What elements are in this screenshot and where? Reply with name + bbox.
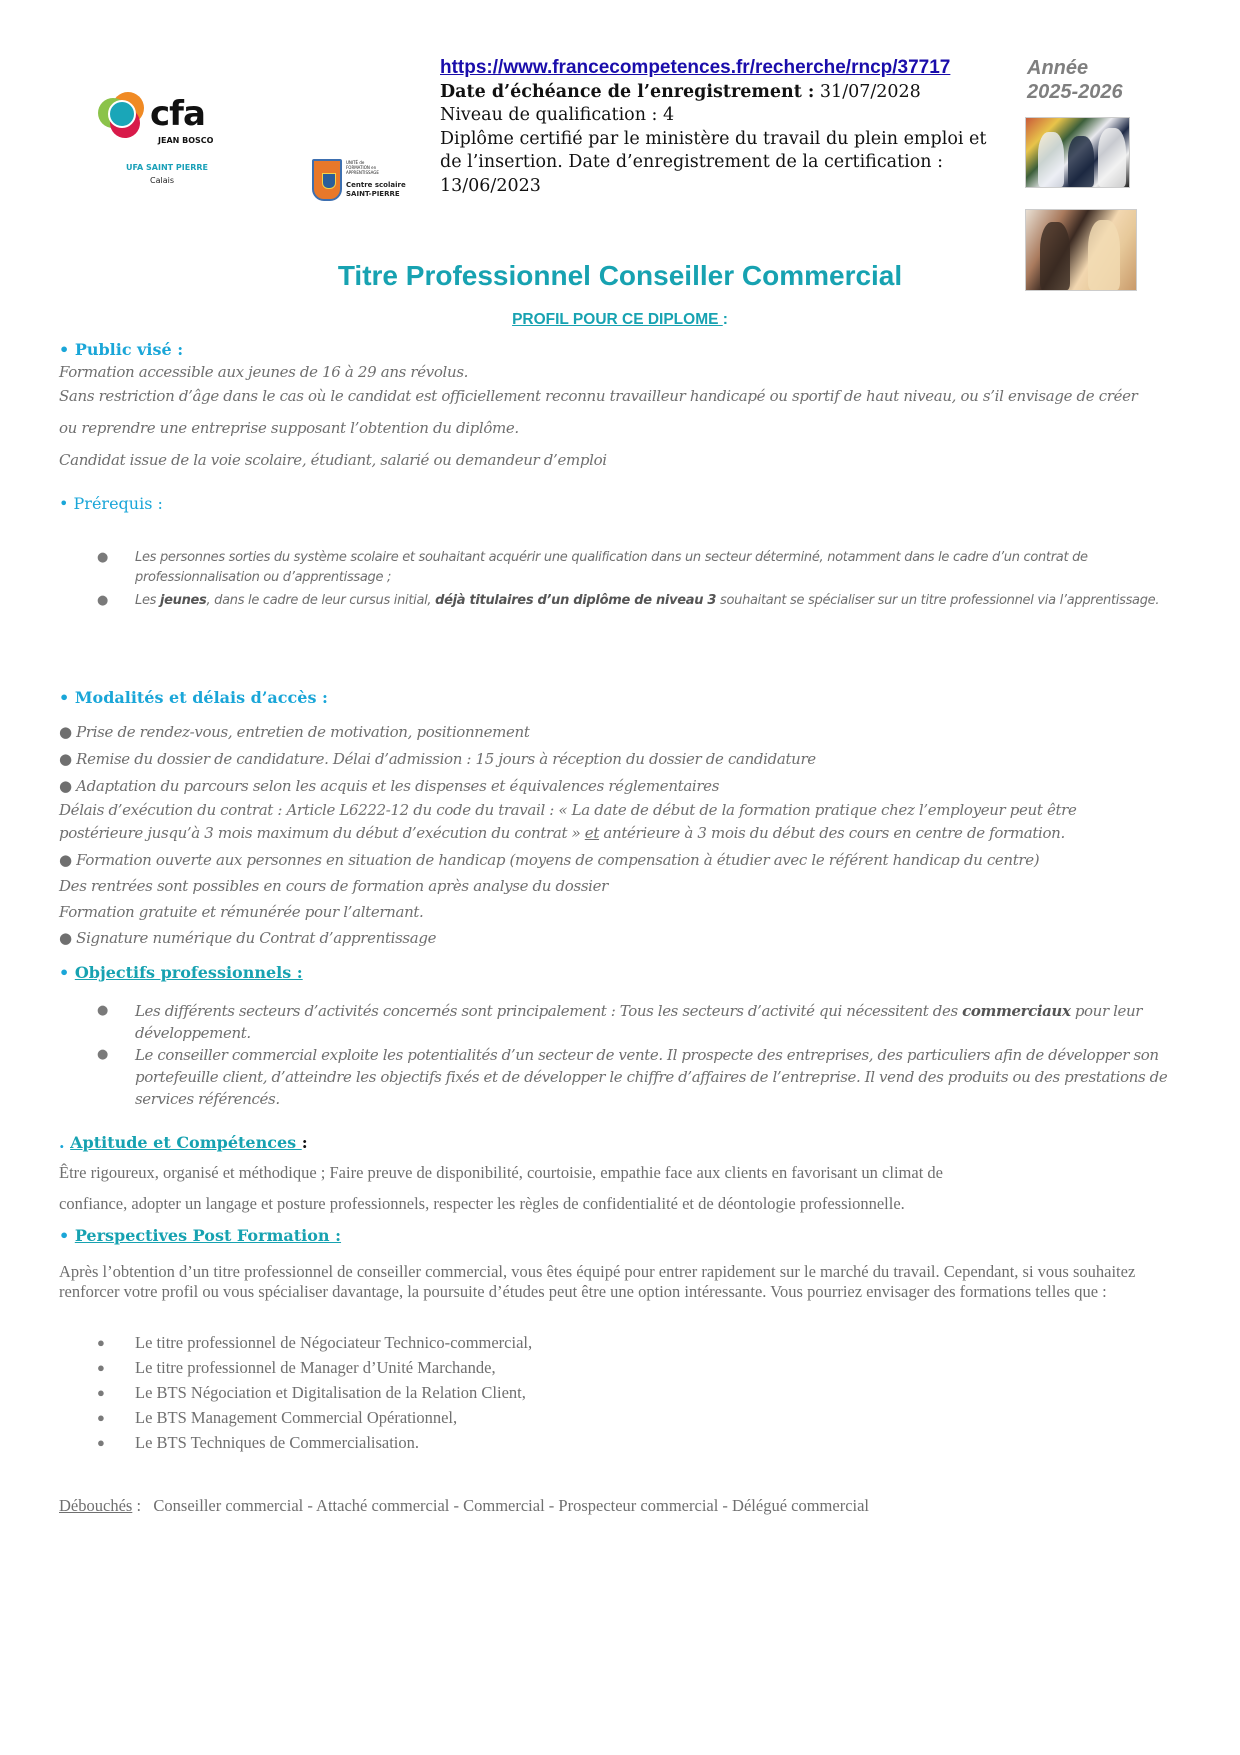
debouches-line bbox=[59, 1496, 869, 1516]
modalites-line: Délais d’exécution du contrat : Article L6222-12 du code du travail : « La date de début de la formation pratique chez l’employeur peut être bbox=[59, 801, 1077, 819]
logo-small-text: UNITÉ de FORMATION en APPRENTISSAGE bbox=[346, 160, 379, 175]
aptitude-line: Être rigoureux, organisé et méthodique ; Faire preuve de disponibilité, courtoisie, empathie face aux clients en favorisant un climat de bbox=[59, 1163, 943, 1182]
section-heading-prerequis bbox=[59, 494, 163, 514]
public-line: Candidat issue de la voie scolaire, étudiant, salarié ou demandeur d’emploi bbox=[59, 451, 607, 469]
section-heading-perspectives bbox=[59, 1226, 341, 1246]
prerequis-list bbox=[95, 548, 1185, 614]
public-line: Formation accessible aux jeunes de 16 à 29 ans révolus. bbox=[59, 363, 469, 381]
bullet-icon: ● bbox=[97, 1385, 105, 1400]
list-item: ● Les différents secteurs d’activités concernés sont principalement : Tous les secteurs d’activité qui nécessitent des commerciaux pour leur développement. bbox=[97, 1002, 1142, 1042]
modalites-line: ● Formation ouverte aux personnes en situation de handicap (moyens de compensation à étudier avec le référent handicap du centre) bbox=[59, 851, 1040, 869]
subtitle-suffix: : bbox=[722, 311, 728, 328]
heading-suffix: : bbox=[301, 1133, 308, 1152]
logo-subtitle: JEAN BOSCO bbox=[158, 136, 214, 145]
section-heading-aptitude bbox=[59, 1133, 308, 1153]
bullet-icon: ● bbox=[97, 550, 109, 565]
header-info bbox=[440, 56, 1000, 198]
list-item: ● Le BTS Management Commercial Opérationnel, bbox=[95, 1405, 1185, 1430]
section-heading-objectifs bbox=[59, 963, 303, 983]
bullet-icon: ● bbox=[97, 1360, 105, 1375]
annee-block bbox=[1027, 56, 1123, 104]
list-item: ● Le titre professionnel de Manager d’Unité Marchande, bbox=[95, 1355, 1185, 1380]
heading-label: Prérequis : bbox=[73, 494, 163, 513]
logo-word: cfa bbox=[150, 94, 205, 134]
logo-teal-circle bbox=[108, 100, 136, 128]
perspectives-list bbox=[95, 1330, 1185, 1455]
heading-bullet: • bbox=[59, 688, 70, 707]
perspectives-paragraph: Après l’obtention d’un titre professionnel de conseiller commercial, vous êtes équipé pour entrer rapidement sur le marché du travail. Cependant, si vous souhaitez renforcer votre profil ou vous spécialiser davantage, la poursuite d’études peut être une option intéressante. Vous pourriez envisager des formations telles que : bbox=[59, 1262, 1136, 1301]
modalites-line: ● Prise de rendez-vous, entretien de motivation, positionnement bbox=[59, 723, 530, 741]
heading-label: Objectifs professionnels : bbox=[74, 963, 303, 982]
page-subtitle bbox=[0, 311, 1240, 329]
modalites-line: ● Adaptation du parcours selon les acquis et les dispenses et équivalences réglementaires bbox=[59, 777, 720, 795]
bullet-icon: ● bbox=[97, 1047, 108, 1062]
modalites-line: Des rentrées sont possibles en cours de formation après analyse du dossier bbox=[59, 877, 608, 895]
modalites-line: postérieure jusqu’à 3 mois maximum du début d’exécution du contrat » et antérieure à 3 mois du début des cours en centre de formation. bbox=[59, 824, 1065, 842]
bullet-icon: ● bbox=[97, 1435, 105, 1450]
heading-bullet: . bbox=[59, 1133, 71, 1152]
list-item: ● Les personnes sorties du système scolaire et souhaitant acquérir une qualification dans un secteur déterminé, notamment dans le cadre d’un contrat de professionnalisation ou d’apprentissage ; bbox=[97, 550, 1088, 585]
section-heading-public bbox=[59, 340, 183, 360]
heading-bullet: • bbox=[59, 963, 70, 982]
list-item: ● Les jeunes, dans le cadre de leur cursus initial, déjà titulaires d’un diplôme de niveau 3 souhaitant se spécialiser sur un titre professionnel via l’apprentissage. bbox=[95, 591, 1185, 611]
annee-label: Année bbox=[1027, 57, 1089, 79]
modalites-line: Formation gratuite et rémunérée pour l’alternant. bbox=[59, 903, 424, 921]
ufa-name: UFA SAINT PIERRE bbox=[126, 163, 208, 172]
bullet-icon: ● bbox=[97, 1410, 105, 1425]
bullet-icon: ● bbox=[97, 593, 109, 608]
logo-line-1: Centre scolaire bbox=[346, 181, 406, 189]
bullet-icon: ● bbox=[97, 1003, 108, 1018]
heading-label: Modalités et délais d’accès : bbox=[74, 688, 328, 707]
annee-value: 2025-2026 bbox=[1027, 81, 1123, 103]
heading-label: Public visé : bbox=[74, 340, 184, 359]
heading-label: Aptitude et Compétences bbox=[70, 1133, 302, 1152]
debouches-text: Conseiller commercial - Attaché commercial - Commercial - Prospecteur commercial - Délégué commercial bbox=[153, 1496, 870, 1515]
list-item: ● Le BTS Négociation et Digitalisation de la Relation Client, bbox=[95, 1380, 1185, 1405]
list-item: ● Le BTS Techniques de Commercialisation. bbox=[95, 1430, 1185, 1455]
aptitude-line: confiance, adopter un langage et posture professionnels, respecter les règles de confidentialité et de déontologie professionnelle. bbox=[59, 1194, 905, 1213]
echeance-label: Date d’échéance de l’enregistrement : bbox=[440, 81, 815, 102]
rncp-link[interactable]: https://www.francecompetences.fr/recherche/rncp/37717 bbox=[440, 57, 951, 78]
debouches-label: Débouchés bbox=[59, 1496, 133, 1515]
modalites-line: ● Signature numérique du Contrat d’apprentissage bbox=[59, 929, 437, 947]
objectifs-list bbox=[95, 1000, 1185, 1110]
public-line: Sans restriction d’âge dans le cas où le candidat est officiellement reconnu travailleur handicapé ou sportif de haut niveau, ou s’il envisage de créer bbox=[59, 387, 1138, 405]
heading-bullet: • bbox=[59, 340, 70, 359]
niveau-qualification: Niveau de qualification : 4 bbox=[440, 105, 675, 125]
ufa-city: Calais bbox=[150, 176, 175, 185]
centre-saint-pierre-logo bbox=[312, 159, 422, 205]
heading-bullet: • bbox=[59, 494, 69, 513]
list-item: ● Le titre professionnel de Négociateur Technico-commercial, bbox=[95, 1330, 1185, 1355]
public-line: ou reprendre une entreprise supposant l’obtention du diplôme. bbox=[59, 419, 519, 437]
photo-store-staff bbox=[1025, 117, 1130, 188]
certification-text: Diplôme certifié par le ministère du travail du plein emploi et de l’insertion. Date d’enregistrement de la certification : 13/06/2023 bbox=[440, 128, 987, 196]
logo-line-2: SAINT-PIERRE bbox=[346, 190, 400, 198]
modalites-line: ● Remise du dossier de candidature. Délai d’admission : 15 jours à réception du dossier de candidature bbox=[59, 750, 816, 768]
heading-bullet: • bbox=[59, 1226, 70, 1245]
section-heading-modalites bbox=[59, 688, 328, 708]
shield-icon bbox=[312, 159, 342, 201]
page-title: Titre Professionnel Conseiller Commercial bbox=[337, 260, 903, 291]
bullet-icon: ● bbox=[97, 1335, 105, 1350]
debouches-sep: : bbox=[132, 1496, 154, 1515]
echeance-value: 31/07/2028 bbox=[814, 81, 921, 102]
heading-label: Perspectives Post Formation : bbox=[74, 1226, 342, 1245]
list-item: ● Le conseiller commercial exploite les potentialités d’un secteur de vente. Il prospecte des entreprises, des particuliers afin de développer son portefeuille client, d’atteindre les objectifs fixés et de développer le chiffre d’affaires de l’entreprise. Il vend des produits ou des prestations de services référencés. bbox=[97, 1046, 1168, 1108]
subtitle-label: PROFIL POUR CE DIPLOME bbox=[512, 311, 723, 328]
